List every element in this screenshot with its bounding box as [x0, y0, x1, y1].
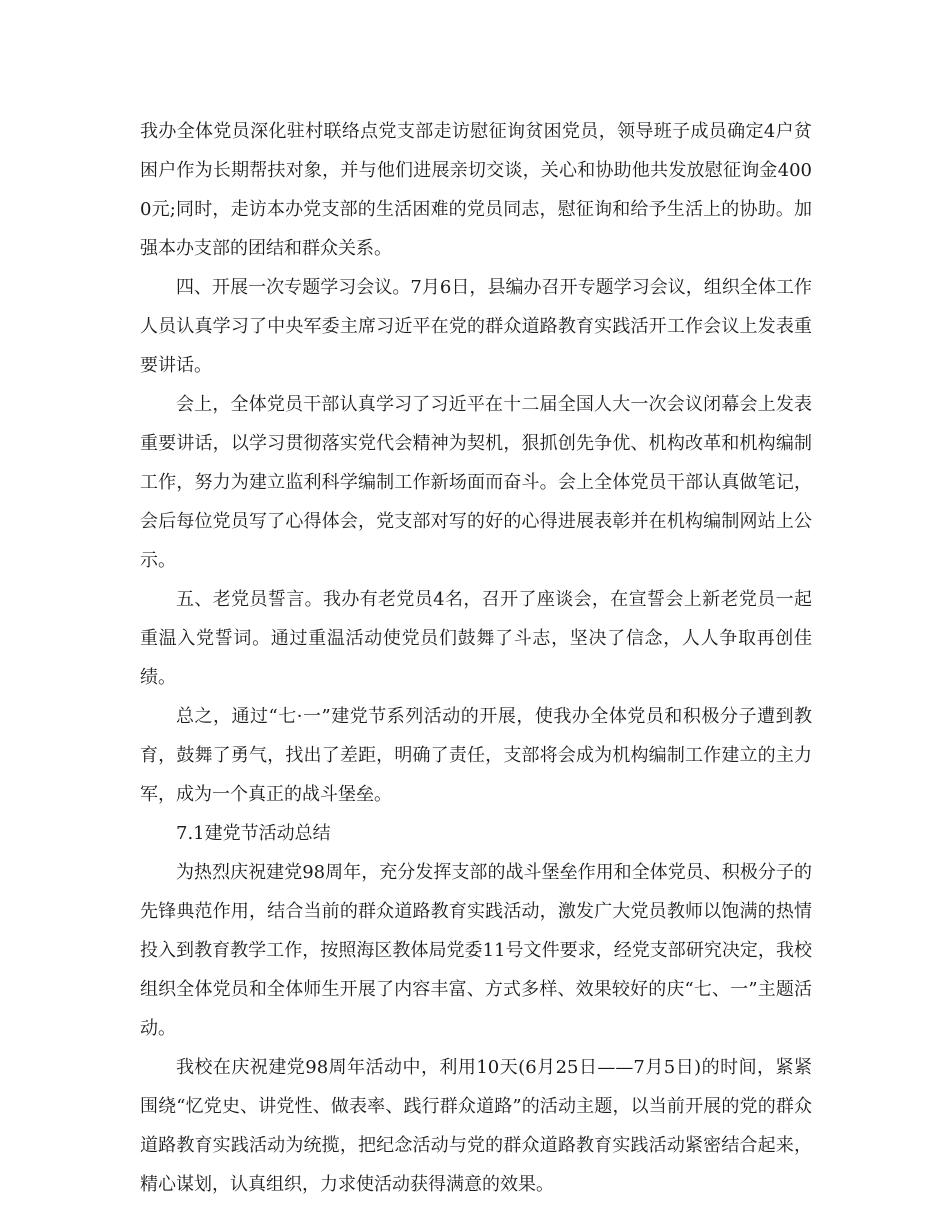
paragraph-4: 五、老党员誓言。我办有老党员4名，召开了座谈会，在宣誓会上新老党员一起重温入党誓词。通过重温活动使党员们鼓舞了斗志，坚决了信念，人人争取再创佳绩。 [140, 589, 812, 688]
paragraph-3: 会上，全体党员干部认真学习了习近平在十二届全国人大一次会议闭幕会上发表重要讲话，以学习贯彻落实党代会精神为契机，狠抓创先争优、机构改革和机构编制工作，努力为建立监利科学编制工作新场面而奋斗。会上全体党员干部认真做笔记，会后每位党员写了心得体会，党支部对写的好的心得进展表彰并在机构编制网站上公示。 [140, 394, 812, 571]
paragraph-5: 总之，通过“七·一”建党节系列活动的开展，使我办全体党员和积极分子遭到教育，鼓舞了勇气，找出了差距，明确了责任，支部将会成为机构编制工作建立的主力军，成为一个真正的战斗堡垒。 [140, 706, 812, 805]
section-heading: 7.1建党节活动总结 [176, 823, 331, 844]
paragraph-1: 我办全体党员深化驻村联络点党支部走访慰征询贫困党员，领导班子成员确定4户贫困户作为长期帮扶对象，并与他们进展亲切交谈，关心和协助他共发放慰征询金4000元;同时，走访本办党支部的生活困难的党员同志，慰征询和给予生活上的协助。加强本办支部的团结和群众关系。 [140, 121, 812, 259]
document-page [140, 112, 812, 1204]
paragraph-7: 我校在庆祝建党98周年活动中，利用10天(6月25日——7月5日)的时间，紧紧围绕“忆党史、讲党性、做表率、践行群众道路”的活动主题，以当前开展的党的群众道路教育实践活动为统揽，把纪念活动与党的群众道路教育实践活动紧密结合起来，精心谋划，认真组织，力求使活动获得满意的效果。 [140, 1057, 812, 1195]
paragraph-6: 为热烈庆祝建党98周年，充分发挥支部的战斗堡垒作用和全体党员、积极分子的先锋典范作用，结合当前的群众道路教育实践活动，激发广大党员教师以饱满的热情投入到教育教学工作，按照海区教体局党委11号文件要求，经党支部研究决定，我校组织全体党员和全体师生开展了内容丰富、方式多样、效果较好的庆“七、一”主题活动。 [140, 862, 812, 1039]
paragraph-2: 四、开展一次专题学习会议。7月6日，县编办召开专题学习会议，组织全体工作人员认真学习了中央军委主席习近平在党的群众道路教育实践活开工作会议上发表重要讲话。 [140, 277, 812, 376]
